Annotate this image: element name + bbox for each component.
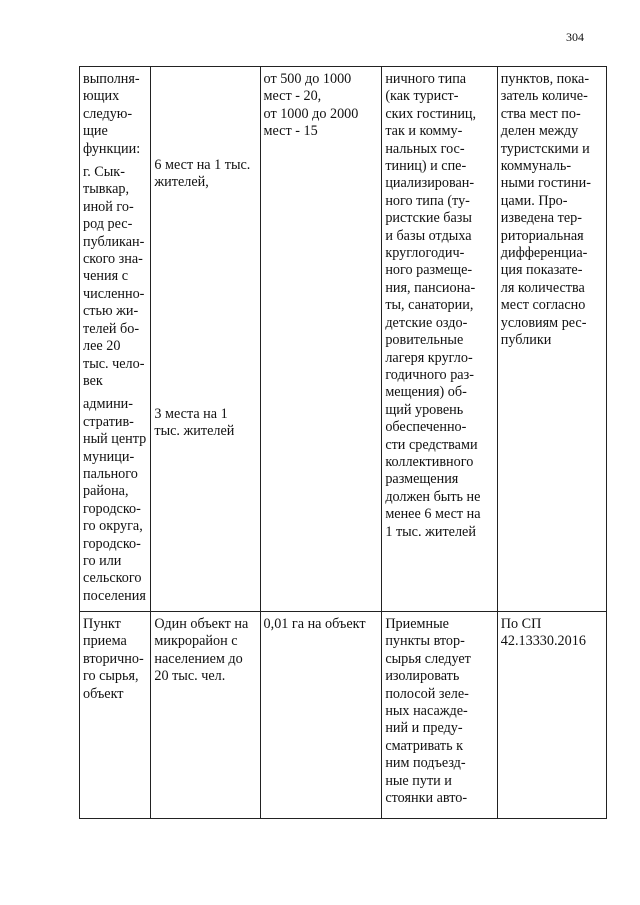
table-cell <box>80 67 151 612</box>
table-cell <box>260 612 382 819</box>
table-cell <box>497 67 606 612</box>
cell-text-3-places: 3 места на 1 тыс. жителей <box>154 405 235 440</box>
table-row <box>80 67 607 612</box>
page-number: 304 <box>566 30 584 44</box>
cell-text-admin-center: админи- стратив- ный центр муници- пального района, городско- го округа, городско- го или сельского поселения <box>83 396 147 604</box>
table-cell <box>382 67 497 612</box>
cell-text-area: 0,01 га на объект <box>263 616 366 632</box>
cell-text-hotel-types: ничного типа (как турист- ских гостиниц, так и комму- нальных гос- тиниц) и спе- циализирован- ного типа (ту- ристские базы и базы отдыха круглогодич- ного размеще- ния, пансиона- ты, санатории, детские оздо- ровительные лагеря кругло- годичного раз- мещения) об- щий уровень обеспеченно- сти средствами коллективного размещения должен быть не менее 6 мест на 1 тыс. жителей <box>385 71 481 540</box>
cell-text-differentiation: пунктов, пока- затель количе- ства мест по- делен между туристскими и коммуналь- ными гостини- цами. Про- изведена тер- риториальная дифференциа- ция показате- ля количества мест согласно условиям рес- публики <box>500 71 591 349</box>
norms-table <box>79 66 607 819</box>
table-cell <box>151 67 260 612</box>
table-cell <box>260 67 382 612</box>
table-cell <box>497 612 606 819</box>
table-cell <box>80 612 151 819</box>
table-cell <box>151 612 260 819</box>
cell-text-isolation: Приемные пункты втор- сырья следует изолировать полосой зеле- ных насажде- ний и преду- сматривать к ним подъезд- ные пути и стоянки авто- <box>385 616 471 807</box>
cell-text-one-object: Один объект на микрорайон с населением до 20 тыс. чел. <box>154 616 249 685</box>
cell-text-recycling-point: Пункт приема вторично- го сырья, объект <box>83 616 144 702</box>
table-cell <box>382 612 497 819</box>
cell-text-sp-reference: По СП 42.13330.2016 <box>500 616 586 650</box>
cell-text-6-places: 6 мест на 1 тыс. жителей, <box>154 157 251 191</box>
cell-text-places-count: от 500 до 1000 мест - 20, от 1000 до 2000 мест - 15 <box>263 71 359 140</box>
cell-text-syktyvkar: г. Сык- тывкар, иной го- род рес- публикан- ского зна- чения с численно- стью жи- телей бо- лее 20 тыс. чело- век <box>83 164 145 389</box>
cell-text-functions: выполня- ющих следую- щие функции: <box>83 71 141 157</box>
table-row <box>80 612 607 819</box>
